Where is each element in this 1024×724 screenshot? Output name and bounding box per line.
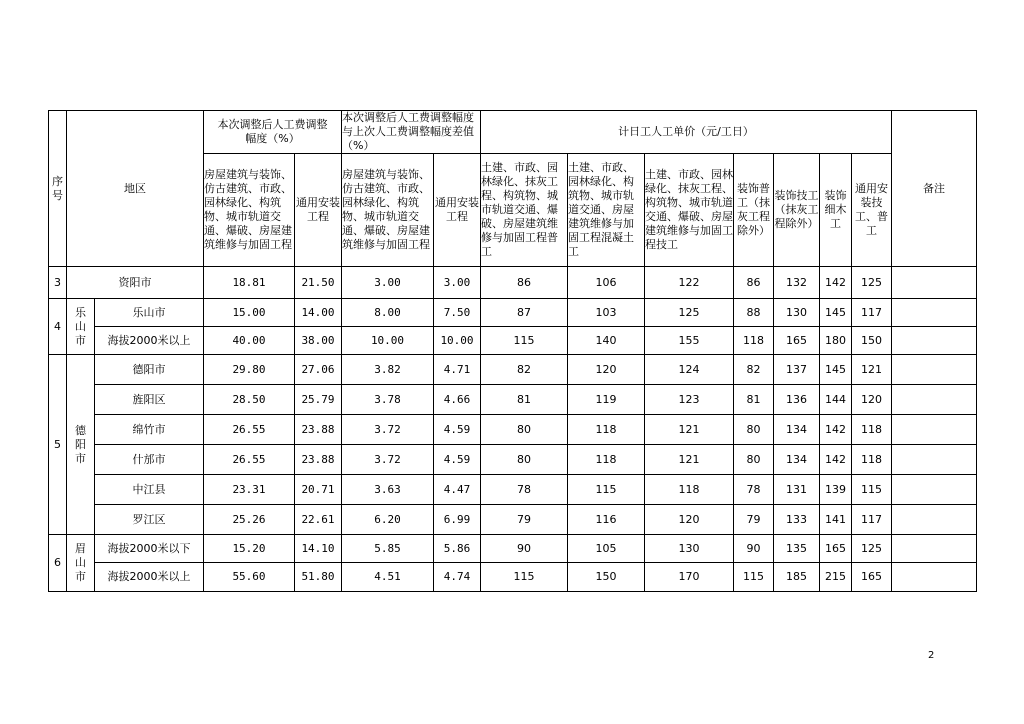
adjust-building-cell: 26.55 [204,445,295,475]
price-cell-6: 142 [820,415,852,445]
remark-cell [892,475,977,505]
header-install: 通用安装工程 [295,154,342,267]
area-cell: 德阳市 [95,355,204,385]
price-cell-5: 165 [774,327,820,355]
price-cell-1: 82 [481,355,568,385]
diff-building-cell: 3.00 [342,267,434,299]
price-cell-1: 79 [481,505,568,535]
table-row [49,415,977,445]
table-row [49,445,977,475]
price-cell-1: 86 [481,267,568,299]
price-cell-1: 81 [481,385,568,415]
diff-building-cell: 3.72 [342,415,434,445]
adjust-install-cell: 25.79 [295,385,342,415]
adjust-building-cell: 18.81 [204,267,295,299]
diff-install-cell: 4.47 [434,475,481,505]
price-cell-3: 130 [645,535,734,563]
city-cell [67,299,95,355]
price-cell-3: 170 [645,563,734,592]
price-cell-4: 78 [734,475,774,505]
price-cell-1: 80 [481,445,568,475]
seq-cell: 6 [49,535,67,592]
price-cell-1: 115 [481,327,568,355]
adjust-install-cell: 20.71 [295,475,342,505]
price-cell-2: 105 [568,535,645,563]
adjust-building-cell: 23.31 [204,475,295,505]
price-cell-2: 150 [568,563,645,592]
city-cell [67,355,95,535]
diff-install-cell: 4.66 [434,385,481,415]
price-cell-6: 144 [820,385,852,415]
adjust-building-cell: 55.60 [204,563,295,592]
diff-building-cell: 3.72 [342,445,434,475]
area-cell: 乐山市 [95,299,204,327]
table-row [49,299,977,327]
price-cell-3: 155 [645,327,734,355]
diff-install-cell: 4.59 [434,415,481,445]
price-cell-1: 87 [481,299,568,327]
header-seq: 序号 [49,111,67,267]
diff-building-cell: 4.51 [342,563,434,592]
adjust-install-cell: 38.00 [295,327,342,355]
area-cell: 海拔2000米以上 [95,327,204,355]
adjust-building-cell: 28.50 [204,385,295,415]
remark-cell [892,327,977,355]
price-cell-5: 136 [774,385,820,415]
table-row [49,563,977,592]
price-cell-4: 115 [734,563,774,592]
header-price-3: 土建、市政、园林绿化、抹灰工程、构筑物、城市轨道交通、爆破、房屋建筑维修与加固工程技工 [645,154,734,267]
price-cell-7: 120 [852,385,892,415]
price-cell-6: 141 [820,505,852,535]
diff-install-cell: 7.50 [434,299,481,327]
price-cell-3: 122 [645,267,734,299]
price-cell-7: 125 [852,535,892,563]
price-cell-7: 165 [852,563,892,592]
header-building: 房屋建筑与装饰、仿古建筑、市政、园林绿化、构筑物、城市轨道交通、爆破、房屋建筑维修与加固工程 [204,154,295,267]
city-cell [67,535,95,592]
area-cell: 什邡市 [95,445,204,475]
diff-building-cell: 3.82 [342,355,434,385]
diff-install-cell: 5.86 [434,535,481,563]
adjust-building-cell: 25.26 [204,505,295,535]
table-row [49,267,977,299]
table-row [49,535,977,563]
area-cell: 罗江区 [95,505,204,535]
adjust-building-cell: 29.80 [204,355,295,385]
price-cell-4: 90 [734,535,774,563]
price-cell-3: 120 [645,505,734,535]
page-number: 2 [928,650,935,661]
price-cell-5: 134 [774,445,820,475]
price-cell-5: 134 [774,415,820,445]
price-cell-4: 81 [734,385,774,415]
header-row-1 [49,111,977,154]
diff-install-cell: 3.00 [434,267,481,299]
adjust-install-cell: 22.61 [295,505,342,535]
price-cell-6: 145 [820,355,852,385]
area-cell: 海拔2000米以下 [95,535,204,563]
adjust-install-cell: 21.50 [295,267,342,299]
diff-building-cell: 6.20 [342,505,434,535]
header-region: 地区 [67,111,204,267]
price-cell-2: 118 [568,445,645,475]
price-cell-6: 142 [820,267,852,299]
price-cell-4: 80 [734,415,774,445]
area-cell: 绵竹市 [95,415,204,445]
price-cell-7: 125 [852,267,892,299]
area-cell: 中江县 [95,475,204,505]
price-cell-2: 119 [568,385,645,415]
price-cell-7: 115 [852,475,892,505]
adjust-install-cell: 23.88 [295,445,342,475]
remark-cell [892,563,977,592]
price-cell-7: 117 [852,505,892,535]
price-cell-3: 124 [645,355,734,385]
seq-cell: 3 [49,267,67,299]
header-group-price: 计日工人工单价（元/工日） [481,111,892,154]
header-price-4: 装饰普工（抹灰工程除外） [734,154,774,267]
header-price-2: 土建、市政、园林绿化、构筑物、城市轨道交通、房屋建筑维修与加固工程混凝土工 [568,154,645,267]
diff-building-cell: 5.85 [342,535,434,563]
price-cell-4: 88 [734,299,774,327]
price-cell-2: 106 [568,267,645,299]
price-cell-5: 131 [774,475,820,505]
price-cell-5: 137 [774,355,820,385]
table-row [49,355,977,385]
adjust-install-cell: 14.10 [295,535,342,563]
price-cell-2: 118 [568,415,645,445]
price-cell-3: 121 [645,445,734,475]
price-cell-7: 118 [852,415,892,445]
price-cell-5: 133 [774,505,820,535]
price-cell-4: 118 [734,327,774,355]
remark-cell [892,415,977,445]
header-price-7: 通用安装技工、普工 [852,154,892,267]
header-remark: 备注 [892,111,977,267]
price-cell-7: 150 [852,327,892,355]
price-cell-3: 125 [645,299,734,327]
table-row [49,475,977,505]
remark-cell [892,267,977,299]
price-cell-5: 132 [774,267,820,299]
price-cell-1: 90 [481,535,568,563]
price-cell-6: 180 [820,327,852,355]
price-cell-2: 115 [568,475,645,505]
area-cell: 海拔2000米以上 [95,563,204,592]
header-price-6: 装饰细木工 [820,154,852,267]
price-cell-5: 185 [774,563,820,592]
remark-cell [892,535,977,563]
adjust-building-cell: 15.00 [204,299,295,327]
price-cell-6: 145 [820,299,852,327]
diff-building-cell: 3.78 [342,385,434,415]
diff-building-cell: 10.00 [342,327,434,355]
price-cell-4: 86 [734,267,774,299]
price-cell-7: 121 [852,355,892,385]
price-cell-3: 118 [645,475,734,505]
labor-price-table [48,110,977,592]
price-cell-6: 215 [820,563,852,592]
seq-cell: 4 [49,299,67,355]
price-cell-2: 140 [568,327,645,355]
diff-install-cell: 4.71 [434,355,481,385]
header-group-adjust: 本次调整后人工费调整幅度（%） [204,111,342,154]
price-cell-7: 117 [852,299,892,327]
table-row [49,505,977,535]
price-cell-3: 121 [645,415,734,445]
diff-install-cell: 4.59 [434,445,481,475]
price-cell-4: 79 [734,505,774,535]
seq-cell: 5 [49,355,67,535]
header-group-diff: 本次调整后人工费调整幅度与上次人工费调整幅度差值（%） [342,111,481,154]
price-cell-2: 116 [568,505,645,535]
price-cell-5: 135 [774,535,820,563]
price-cell-4: 82 [734,355,774,385]
price-cell-4: 80 [734,445,774,475]
price-cell-6: 142 [820,445,852,475]
adjust-building-cell: 40.00 [204,327,295,355]
remark-cell [892,355,977,385]
area-cell: 资阳市 [67,267,204,299]
city-label: 眉山市 [75,542,86,583]
adjust-install-cell: 51.80 [295,563,342,592]
price-cell-6: 165 [820,535,852,563]
price-cell-3: 123 [645,385,734,415]
remark-cell [892,505,977,535]
adjust-building-cell: 26.55 [204,415,295,445]
header-price-5: 装饰技工（抹灰工程除外） [774,154,820,267]
header-building-diff: 房屋建筑与装饰、仿古建筑、市政、园林绿化、构筑物、城市轨道交通、爆破、房屋建筑维修与加固工程 [342,154,434,267]
diff-install-cell: 10.00 [434,327,481,355]
price-cell-1: 78 [481,475,568,505]
price-cell-1: 80 [481,415,568,445]
city-label: 德阳市 [75,423,86,465]
header-price-1: 土建、市政、园林绿化、抹灰工程、构筑物、城市轨道交通、爆破、房屋建筑维修与加固工程普工 [481,154,568,267]
table-row [49,385,977,415]
remark-cell [892,385,977,415]
diff-building-cell: 3.63 [342,475,434,505]
price-cell-6: 139 [820,475,852,505]
header-install-diff: 通用安装工程 [434,154,481,267]
diff-install-cell: 4.74 [434,563,481,592]
price-cell-2: 120 [568,355,645,385]
adjust-install-cell: 23.88 [295,415,342,445]
adjust-building-cell: 15.20 [204,535,295,563]
table-row [49,327,977,355]
remark-cell [892,445,977,475]
price-cell-5: 130 [774,299,820,327]
price-cell-2: 103 [568,299,645,327]
adjust-install-cell: 14.00 [295,299,342,327]
price-cell-1: 115 [481,563,568,592]
area-cell: 旌阳区 [95,385,204,415]
price-cell-7: 118 [852,445,892,475]
remark-cell [892,299,977,327]
diff-building-cell: 8.00 [342,299,434,327]
city-label: 乐山市 [75,305,86,347]
diff-install-cell: 6.99 [434,505,481,535]
adjust-install-cell: 27.06 [295,355,342,385]
